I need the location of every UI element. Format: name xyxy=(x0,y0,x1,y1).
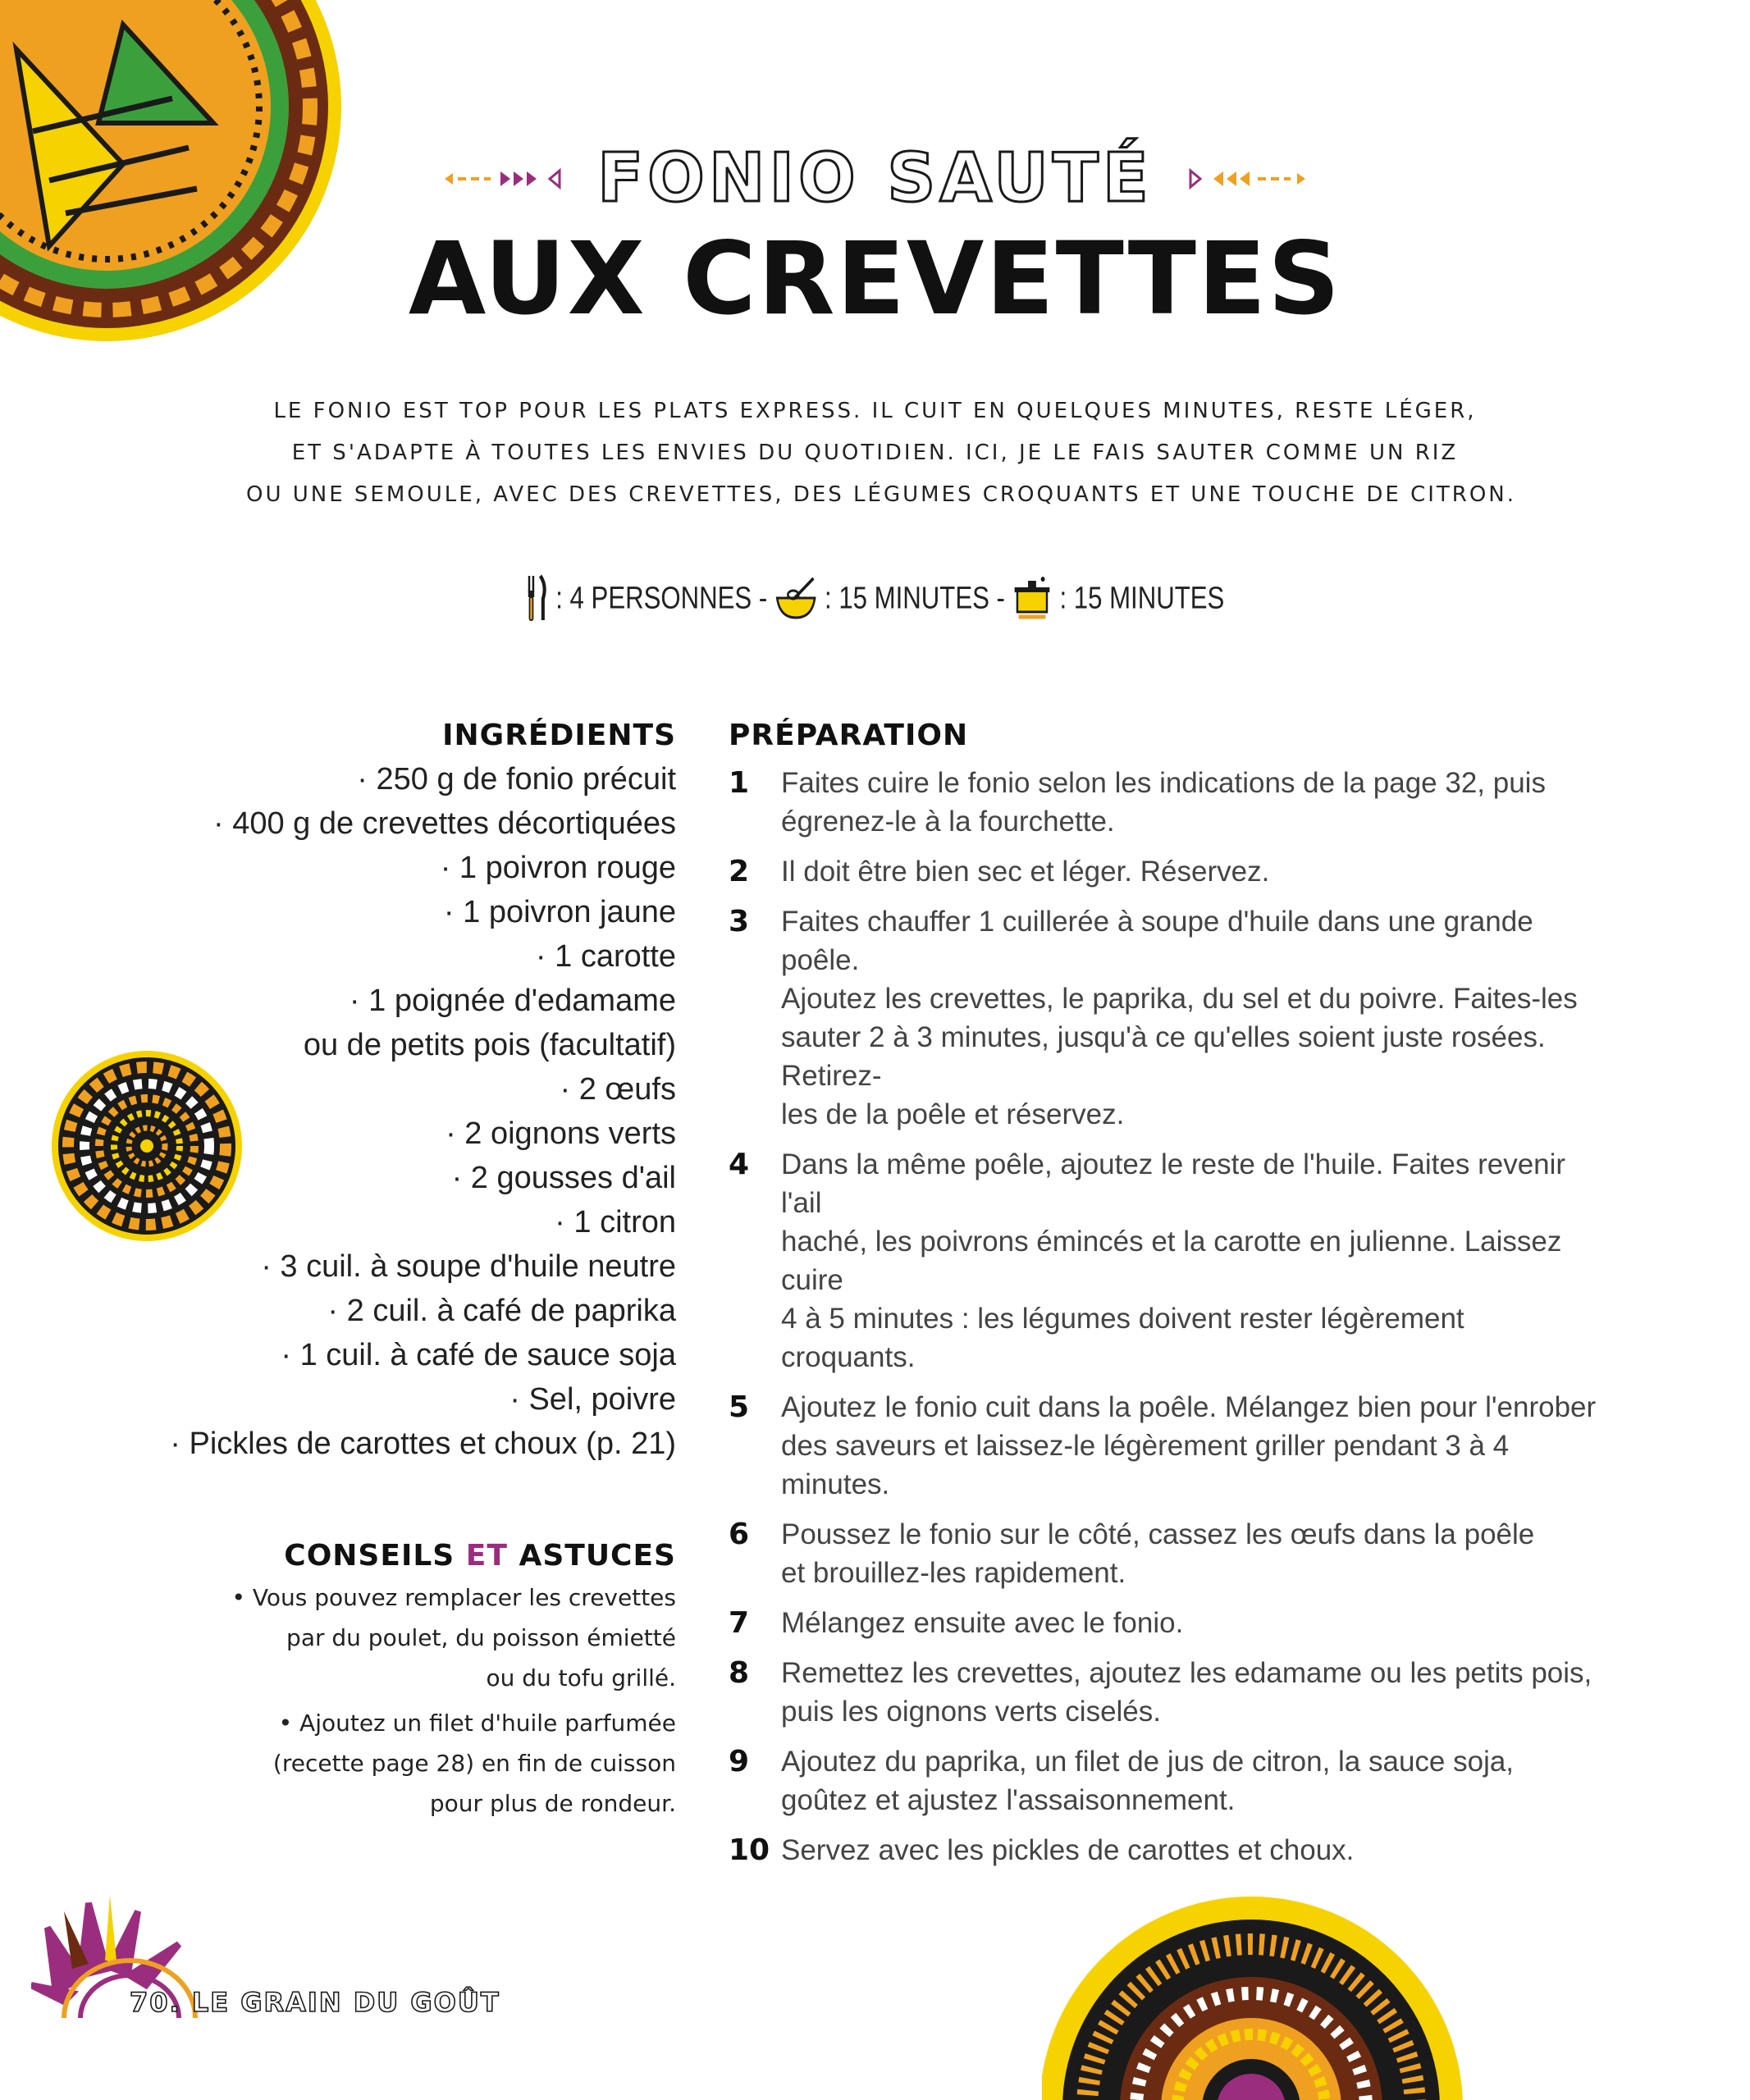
decorative-pattern-plate-bottom-right xyxy=(1042,1862,1469,2100)
cook-time-text: : 15 MINUTES xyxy=(1059,581,1225,616)
ingredient-item: · 1 poivron jaune xyxy=(443,895,676,929)
step-line: Faites cuire le fonio selon les indications de la page 32, puis xyxy=(781,767,1546,799)
cooking-pot-icon xyxy=(1012,574,1053,623)
arrow-ornament-left-icon xyxy=(445,167,568,191)
step-line: Il doit être bien sec et léger. Réservez. xyxy=(781,856,1270,888)
step-number: 10 xyxy=(729,1833,770,1867)
ingredient-item: · Pickles de carottes et choux (p. 21) xyxy=(170,1427,676,1461)
servings-text: : 4 PERSONNES - xyxy=(555,581,768,616)
step-line: Faites chauffer 1 cuillerée à soupe d'huile dans une grande poêle. xyxy=(781,906,1533,976)
intro-paragraph xyxy=(246,390,1517,516)
intro-line: ET S'ADAPTE À TOUTES LES ENVIES DU QUOTIDIEN. ICI, JE LE FAIS SAUTER COMME UN RIZ xyxy=(291,441,1459,465)
whisk-bowl-icon xyxy=(774,577,817,621)
step-text xyxy=(781,852,1598,891)
fork-knife-icon xyxy=(526,574,549,623)
preparation-step xyxy=(729,1388,1598,1504)
ingredient-item: · 1 poivron rouge xyxy=(440,851,676,885)
step-text xyxy=(781,1654,1598,1731)
tip-line: pour plus de rondeur. xyxy=(429,1790,676,1817)
step-number: 9 xyxy=(729,1745,750,1778)
preparation-step xyxy=(729,764,1598,841)
ingredients-section xyxy=(102,719,676,1466)
ingredient-item: ou de petits pois (facultatif) xyxy=(303,1028,676,1062)
preparation-step xyxy=(729,1831,1598,1869)
ingredient-item: · 1 poignée d'edamame xyxy=(349,984,676,1018)
step-text xyxy=(781,1515,1598,1592)
step-text xyxy=(781,1388,1598,1504)
step-line: Mélangez ensuite avec le fonio. xyxy=(781,1607,1184,1639)
preparation-step xyxy=(729,1654,1598,1731)
ingredient-item: · 1 citron xyxy=(555,1205,676,1239)
step-text xyxy=(781,902,1598,1134)
step-line: des saveurs et laissez-le légèrement griller pendant 3 à 4 minutes. xyxy=(781,1430,1510,1500)
tips-heading-part1: CONSEILS xyxy=(284,1539,455,1573)
preparation-step xyxy=(729,1604,1598,1642)
step-line: Remettez les crevettes, ajoutez les edamame ou les petits pois, xyxy=(781,1657,1592,1689)
page-footer-label: 70. LE GRAIN DU GOÛT xyxy=(130,1987,500,2018)
step-text xyxy=(781,1604,1598,1642)
preparation-section xyxy=(729,719,1598,1869)
step-text xyxy=(781,1742,1598,1819)
prep-time-text: : 15 MINUTES - xyxy=(825,581,1005,616)
step-number: 1 xyxy=(729,766,750,800)
step-number: 8 xyxy=(729,1656,750,1690)
tips-heading-accent: ET xyxy=(465,1539,508,1573)
recipe-title-block xyxy=(0,139,1750,337)
step-number: 2 xyxy=(729,855,750,888)
preparation-step xyxy=(729,1742,1598,1819)
tip-item xyxy=(102,1577,676,1698)
ingredient-item: · 2 gousses d'ail xyxy=(451,1161,676,1195)
preparation-step xyxy=(729,852,1598,891)
preparation-step xyxy=(729,902,1598,1134)
preparation-step xyxy=(729,1145,1598,1376)
tip-line: ou du tofu grillé. xyxy=(486,1664,676,1691)
step-line: goûtez et ajustez l'assaisonnement. xyxy=(781,1784,1236,1816)
tip-line: (recette page 28) en fin de cuisson xyxy=(272,1750,676,1777)
step-line: Servez avec les pickles de carottes et choux. xyxy=(781,1834,1355,1866)
ingredient-item: · 400 g de crevettes décortiquées xyxy=(212,806,676,841)
ingredients-heading: INGRÉDIENTS xyxy=(442,719,676,752)
step-number: 7 xyxy=(729,1606,750,1640)
ingredient-item: · 2 oignons verts xyxy=(445,1116,676,1151)
title-line-1: FONIO SAUTÉ xyxy=(597,139,1153,217)
title-line-2: AUX CREVETTES xyxy=(408,221,1342,337)
step-line: sauter 2 à 3 minutes, jusqu'à ce qu'elles soient juste rosées. Retirez- xyxy=(781,1021,1546,1092)
recipe-meta xyxy=(158,574,1592,623)
step-number: 5 xyxy=(729,1390,750,1424)
step-line: Ajoutez le fonio cuit dans la poêle. Mélangez bien pour l'enrober xyxy=(781,1391,1597,1423)
step-line: Dans la même poêle, ajoutez le reste de l'huile. Faites revenir l'ail xyxy=(781,1148,1566,1219)
step-line: Poussez le fonio sur le côté, cassez les œufs dans la poêle xyxy=(781,1518,1535,1550)
step-line: égrenez-le à la fourchette. xyxy=(781,806,1115,838)
step-number: 6 xyxy=(729,1518,750,1551)
preparation-steps xyxy=(729,764,1598,1869)
step-line: les de la poêle et réservez. xyxy=(781,1098,1125,1130)
intro-line: OU UNE SEMOULE, AVEC DES CREVETTES, DES LÉGUMES CROQUANTS ET UNE TOUCHE DE CITRON. xyxy=(246,482,1517,507)
ingredient-item: · 3 cuil. à soupe d'huile neutre xyxy=(261,1249,676,1284)
step-line: puis les oignons verts ciselés. xyxy=(781,1696,1161,1728)
ingredient-item: · 1 cuil. à café de sauce soja xyxy=(281,1338,676,1372)
tip-line: • Ajoutez un filet d'huile parfumée xyxy=(278,1710,676,1737)
step-number: 3 xyxy=(729,905,750,938)
step-line: Ajoutez les crevettes, le paprika, du sel et du poivre. Faites-les xyxy=(781,983,1578,1015)
tips-section xyxy=(102,1539,676,1824)
arrow-ornament-right-icon xyxy=(1182,167,1305,191)
step-text xyxy=(781,1145,1598,1376)
ingredient-item: · 2 cuil. à café de paprika xyxy=(327,1294,676,1328)
step-text xyxy=(781,764,1598,841)
ingredients-list xyxy=(102,757,676,1466)
ingredient-item: · 2 œufs xyxy=(560,1072,676,1107)
tips-heading-part2: ASTUCES xyxy=(519,1539,676,1573)
step-line: et brouillez-les rapidement. xyxy=(781,1557,1126,1589)
step-line: 4 à 5 minutes : les légumes doivent rester légèrement croquants. xyxy=(781,1303,1464,1373)
intro-line: LE FONIO EST TOP POUR LES PLATS EXPRESS. IL CUIT EN QUELQUES MINUTES, RESTE LÉGER, xyxy=(273,399,1477,423)
step-line: Ajoutez du paprika, un filet de jus de citron, la sauce soja, xyxy=(781,1746,1515,1778)
ingredient-item: · 1 carotte xyxy=(535,939,676,974)
preparation-step xyxy=(729,1515,1598,1592)
step-line: haché, les poivrons émincés et la carotte en julienne. Laissez cuire xyxy=(781,1226,1562,1296)
preparation-heading: PRÉPARATION xyxy=(729,719,969,752)
ingredient-item: · 250 g de fonio précuit xyxy=(357,762,676,797)
tip-line: • Vous pouvez remplacer les crevettes xyxy=(231,1584,676,1611)
step-number: 4 xyxy=(729,1148,750,1181)
tip-line: par du poulet, du poisson émietté xyxy=(286,1624,676,1651)
tips-heading xyxy=(102,1539,676,1573)
ingredient-item: · Sel, poivre xyxy=(509,1382,676,1417)
tip-item xyxy=(102,1703,676,1824)
step-text xyxy=(781,1831,1598,1869)
